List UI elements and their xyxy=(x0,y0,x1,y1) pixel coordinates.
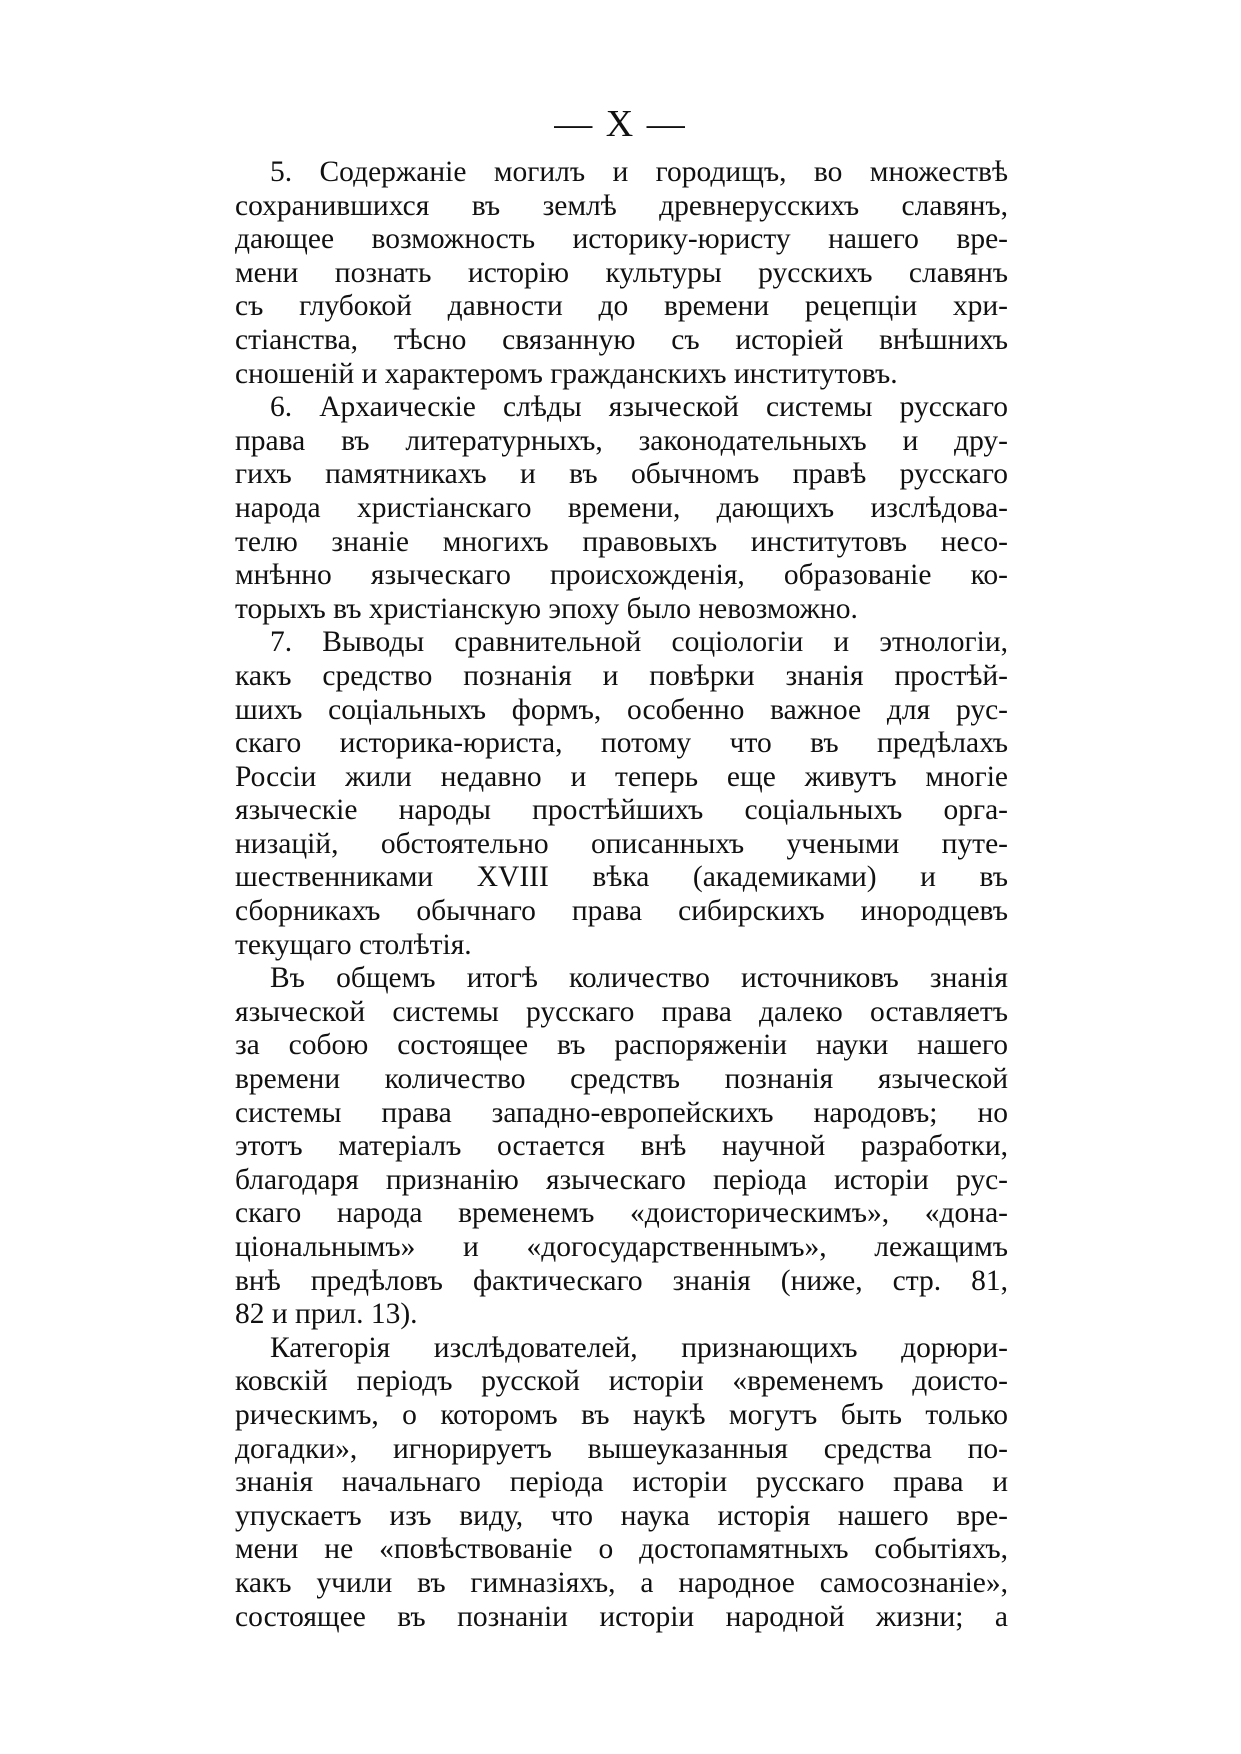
text-line: знанія начальнаго періода исторіи русскаго права и xyxy=(235,1466,1008,1499)
text-line: текущаго столѣтія. xyxy=(235,928,472,961)
page-number-header: — X — xyxy=(554,103,687,145)
text-line: за собою состоящее въ распоряженіи науки нашего xyxy=(235,1029,1008,1062)
text-line: Россіи жили недавно и теперь еще живутъ многіе xyxy=(235,760,1008,793)
text-line: народа христіанскаго времени, дающихъ изслѣдова- xyxy=(235,491,1008,524)
text-line: скаго историка-юриста, потому что въ предѣлахъ xyxy=(235,727,1008,760)
text-line: догадки», игнорируетъ вышеуказанныя средства по- xyxy=(235,1432,1008,1465)
text-line: мнѣнно языческаго происхожденія, образованіе ко- xyxy=(235,559,1008,592)
text-line: дающее возможность историку-юристу нашего вре- xyxy=(235,223,1008,256)
text-line: гихъ памятникахъ и въ обычномъ правѣ русскаго xyxy=(235,458,1008,491)
text-line: съ глубокой давности до времени рецепціи хри- xyxy=(235,290,1008,323)
text-line: низацій, обстоятельно описанныхъ учеными путе- xyxy=(235,827,1008,860)
text-line: шихъ соціальныхъ формъ, особенно важное для рус- xyxy=(235,693,1008,726)
text-line: сношеній и характеромъ гражданскихъ институтовъ. xyxy=(235,357,898,390)
text-line: сборникахъ обычнаго права сибирскихъ инородцевъ xyxy=(235,895,1008,928)
text-line: 7. Выводы сравнительной соціологіи и этнологіи, xyxy=(270,626,1008,659)
text-line: права въ литературныхъ, законодательныхъ и дру- xyxy=(235,424,1008,457)
text-line: 6. Архаическіе слѣды языческой системы русскаго xyxy=(270,391,1008,424)
text-line: шественниками XVIII вѣка (академиками) и въ xyxy=(235,861,1008,894)
text-line: ціональнымъ» и «догосударственнымъ», лежащимъ xyxy=(235,1231,1008,1263)
text-line: упускаетъ изъ виду, что наука исторія нашего вре- xyxy=(235,1499,1008,1532)
text-line: Категорія изслѣдователей, признающихъ дорюри- xyxy=(270,1331,1008,1364)
text-line: времени количество средствъ познанія языческой xyxy=(235,1063,1008,1096)
text-line: мени познать исторію культуры русскихъ славянъ xyxy=(235,256,1008,289)
text-line: состоящее въ познаніи исторіи народной жизни; а xyxy=(235,1600,1008,1633)
text-line: благодаря признанію языческаго періода исторіи рус- xyxy=(235,1163,1008,1196)
text-line: Въ общемъ итогѣ количество источниковъ знанія xyxy=(270,962,1008,995)
text-line: какъ средство познанія и повѣрки знанія простѣй- xyxy=(235,659,1008,692)
text-line: торыхъ въ христіанскую эпоху было невозможно. xyxy=(235,592,858,625)
text-line: какъ учили въ гимназіяхъ, а народное самосознаніе», xyxy=(235,1566,1008,1599)
text-line: языческіе народы простѣйшихъ соціальныхъ орга- xyxy=(235,794,1008,827)
text-line: стіанства, тѣсно связанную съ исторіей внѣшнихъ xyxy=(235,323,1008,356)
text-line: телю знаніе многихъ правовыхъ институтовъ несо- xyxy=(235,525,1008,558)
text-line: 82 и прил. 13). xyxy=(235,1298,418,1331)
text-line: ковскій періодъ русской исторіи «временемъ доисто- xyxy=(235,1365,1008,1398)
text-line: 5. Содержаніе могилъ и городищъ, во множествѣ xyxy=(270,156,1008,188)
text-line: языческой системы русскаго права далеко оставляетъ xyxy=(235,995,1008,1028)
text-line: этотъ матеріалъ остается внѣ научной разработки, xyxy=(235,1130,1008,1163)
text-line: скаго народа временемъ «доисторическимъ», «дона- xyxy=(235,1197,1008,1230)
text-line: мени не «повѣствованіе о достопамятныхъ событіяхъ, xyxy=(235,1533,1008,1566)
text-line: внѣ предѣловъ фактическаго знанія (ниже, стр. 81, xyxy=(235,1264,1008,1297)
text-line: системы права западно-европейскихъ народовъ; но xyxy=(235,1096,1008,1129)
text-line: рическимъ, о которомъ въ наукѣ могутъ быть только xyxy=(235,1398,1008,1431)
text-line: сохранившихся въ землѣ древнерусскихъ славянъ, xyxy=(235,189,1008,222)
body-text xyxy=(235,156,1008,1634)
